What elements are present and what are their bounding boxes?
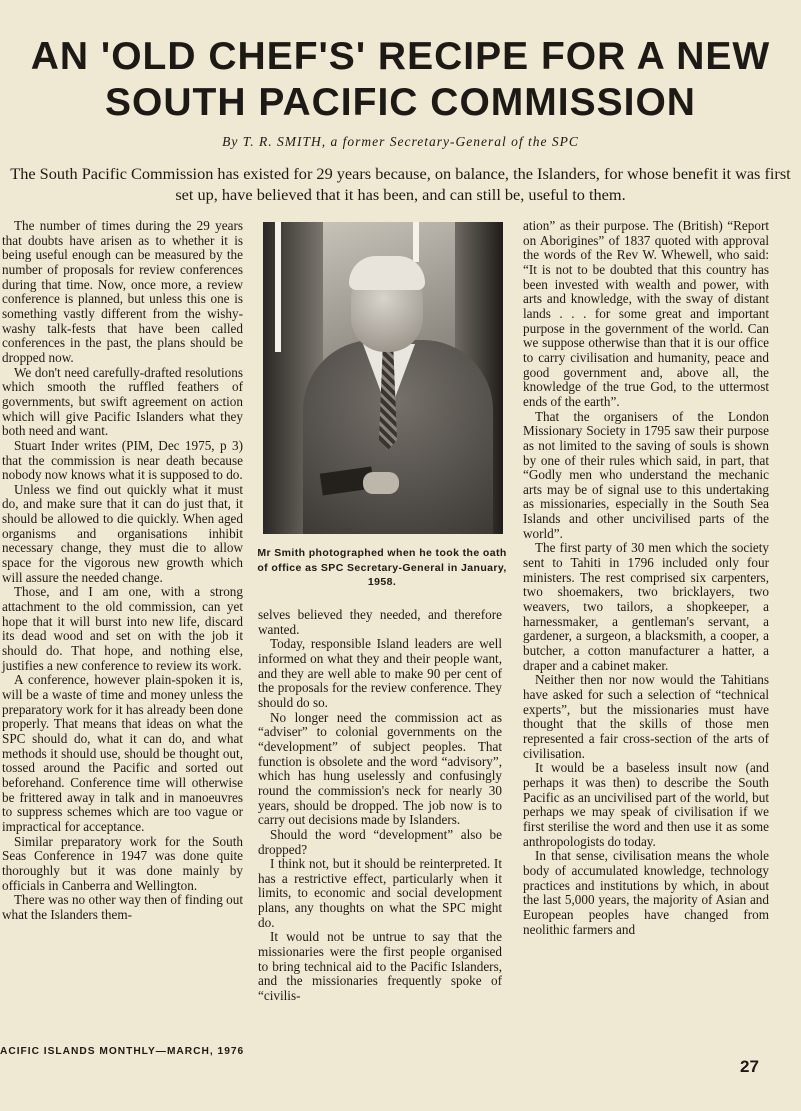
- paragraph: It would not be untrue to say that the missionaries were the first people organised to bring technical aid to the Pacific Islanders, and the missionaries frequently spoke of “civilis-: [258, 929, 502, 1004]
- page-number: 27: [740, 1057, 759, 1076]
- paragraph: ation” as their purpose. The (British) “Report on Aborigines” of 1837 quoted with approval the words of the Rev W. Whewell, who said: “It is not to be doubted that this country has been invested with wealth and power, with arts and knowledge, with the sway of distant lands . . . for some great and important purpose in the government of the world. Can we suppose otherwise than that it is our office to carry civilisation and humanity, peace and good government and, above all, the knowledge of the true God, to the uttermost ends of the earth”.: [523, 218, 769, 409]
- photo-caption: Mr Smith photographed when he took the oath of office as SPC Secretary-General in January, 1958.: [257, 547, 507, 588]
- column-middle: [258, 608, 502, 1004]
- portrait-photo: [263, 222, 503, 534]
- article-title: [0, 34, 801, 126]
- paragraph: Stuart Inder writes (PIM, Dec 1975, p 3) that the commission is near death because nobody now knows what it is supposed to do.: [2, 437, 243, 483]
- photo-hand: [363, 472, 399, 494]
- paragraph: Similar preparatory work for the South Seas Conference in 1947 was done quite thoroughly but it was done mainly by officials in Canberra and Wellington.: [2, 833, 243, 893]
- paragraph: Neither then nor now would the Tahitians have asked for such a selection of “technical experts”, but the missionaries must have thought that the skills of those men represented a fair cross-section of the arts of civilisation.: [523, 672, 769, 761]
- paragraph: No longer need the commission act as “adviser” to colonial governments on the “development” of subject peoples. That function is obsolete and the word “advisory”, which has hung uselessly and confusingly round the commission's neck for nearly 30 years, should be dropped. The job now is to carry out decisions made by Islanders.: [258, 709, 502, 828]
- paragraph: The first party of 30 men which the society sent to Tahiti in 1796 included only four ministers. The rest comprised six carpenters, two shoemakers, two bricklayers, two weavers, two tailors, a shopkeeper, a harnessmaker, a gentleman's servant, a gardener, a surgeon, a blacksmith, a cooper, a butcher, a cotton manufacturer a hatter, a draper and a cabinet maker.: [523, 540, 769, 673]
- paragraph: selves believed they needed, and therefore wanted.: [258, 607, 502, 637]
- paragraph: A conference, however plain-spoken it is, will be a waste of time and money unless the preparatory work for it has already been done properly. That means that ideas on what the SPC should do, what it can do, and what methods it should use, should be thought out, tossed around the Pacific and sorted out beforehand. Conference time will otherwise be frittered away in talk and in manoeuvres to suppress schemes which are too vague or impractical for acceptance.: [2, 672, 243, 834]
- column-left: [2, 219, 243, 923]
- photo-light-bar: [275, 222, 281, 352]
- paragraph: There was no other way then of finding out what the Islanders them-: [2, 892, 243, 922]
- paragraph: Those, and I am one, with a strong attachment to the old commission, can yet hope that it will burst into new life, discard its dead wood and set on with the job it should do. That hope, and nothing else, justifies a new conference to review its work.: [2, 584, 243, 673]
- paragraph: I think not, but it should be reinterpreted. It has a restrictive effect, particularly when it limits, to economic and social development plans, any thoughts on what the SPC might do.: [258, 856, 502, 930]
- intro-paragraph: The South Pacific Commission has existed for 29 years because, on balance, the Islanders, for whose benefit it was first set up, have believed that it has been, and can still be, useful to them.: [10, 164, 791, 204]
- paragraph: We don't need carefully-drafted resolutions which smooth the ruffled feathers of governments, but swift agreement on action which will give Pacific Islanders what they both need and want.: [2, 364, 243, 439]
- paragraph: Unless we find out quickly what it must do, and make sure that it can do just that, it should be allowed to die quickly. When aged organisms and organisations inhibit necessary change, they must die to allow space for the vigorous new growth which will assure the needed change.: [2, 481, 243, 585]
- column-right: [523, 219, 769, 937]
- paragraph: In that sense, civilisation means the whole body of accumulated knowledge, technology practices and institutions by which, in about the last 5,000 years, the majority of Asian and European peoples have changed from neolithic farmers and: [523, 848, 769, 937]
- photo-figure-hair: [349, 256, 425, 290]
- paragraph: Should the word “development” also be dropped?: [258, 826, 502, 857]
- publication-footer: ACIFIC ISLANDS MONTHLY—MARCH, 1976: [0, 1046, 245, 1057]
- byline: By T. R. SMITH, a former Secretary-General of the SPC: [222, 134, 579, 149]
- paragraph: It would be a baseless insult now (and perhaps it was then) to describe the South Pacific as an uncivilised part of the world, but perhaps we may speak of civilisation if we first sterilise the word and then use it as some anthropologists do today.: [523, 760, 769, 849]
- paragraph: That the organisers of the London Missionary Society in 1795 saw their purpose as not limited to the saving of souls is shown by one of their rules which said, in part, that “Godly men who understand the mechanic arts may be of signal use to this undertaking as missionaries, especially in the South Sea Islands and other uncivilised parts of the world”.: [523, 408, 769, 541]
- photo-light-bar: [413, 222, 419, 262]
- paragraph: Today, responsible Island leaders are well informed on what they and their people want, and they are well able to make 90 per cent of the proposals for the review conference. They should do so.: [258, 636, 502, 710]
- article-title-line2: SOUTH PACIFIC COMMISSION: [105, 81, 696, 124]
- paragraph: The number of times during the 29 years that doubts have arisen as to whether it is being useful enough can be measured by the number of proposals for review conferences during that time. Now, once more, a review conference is planned, but unless this one is something vastly different from the wishy-washy talk-fests that have been called conferences in the past, the plans should be dropped now.: [2, 218, 243, 365]
- article-title-line1: AN 'OLD CHEF'S' RECIPE FOR A NEW: [30, 35, 771, 78]
